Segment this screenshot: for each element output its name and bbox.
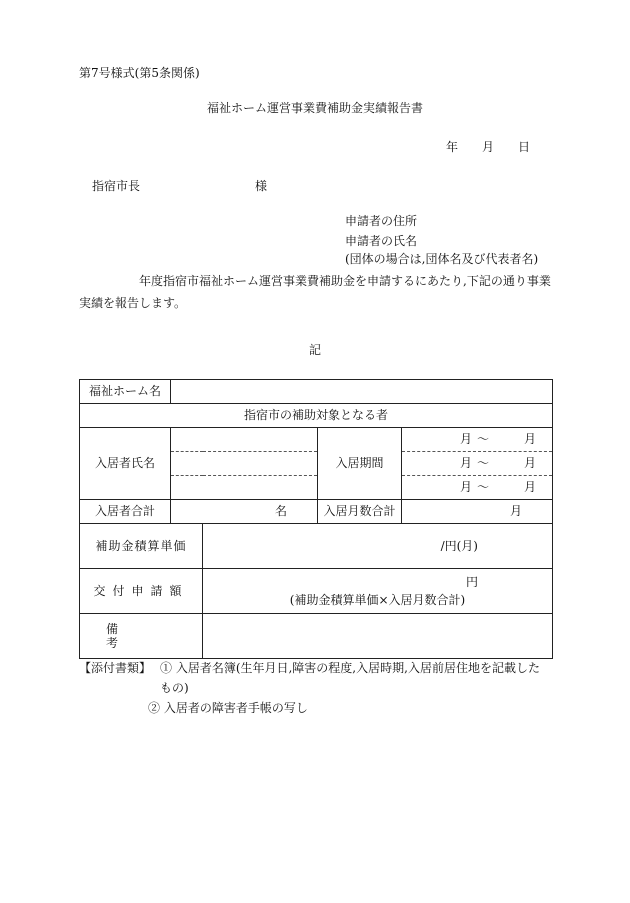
attachments-label: 【添付書類】 bbox=[79, 661, 152, 675]
grant-unit: 円 bbox=[465, 574, 478, 589]
period-2-end-month: 月 bbox=[523, 456, 536, 471]
date-month-label: 月 bbox=[482, 140, 495, 154]
grant-value-cell[interactable] bbox=[203, 569, 553, 614]
attachment-item-2: ② 入居者の障害者手帳の写し bbox=[148, 701, 308, 715]
total-label-cell bbox=[80, 500, 171, 524]
home-name-label: 福祉ホーム名 bbox=[88, 384, 161, 399]
target-header-cell bbox=[80, 404, 553, 428]
months-total-value-cell[interactable] bbox=[402, 500, 553, 524]
body-line-1: 年度指宿市福祉ホーム運営事業費補助金を申請するにあたり,下記の通り事業 bbox=[139, 274, 551, 288]
resident-name-label-cell bbox=[80, 428, 171, 500]
period-row-2[interactable] bbox=[402, 452, 553, 476]
period-row-1[interactable] bbox=[402, 428, 553, 452]
resident-name-input-2[interactable] bbox=[171, 452, 318, 476]
form-id: 第7号様式(第5条関係) bbox=[79, 66, 200, 80]
date-year-label: 年 bbox=[446, 140, 459, 154]
total-label: 入居者合計 bbox=[94, 504, 155, 519]
applicant-group-note: (団体の場合は,団体名及び代表者名) bbox=[345, 252, 539, 266]
attachment-item-1: ① 入居者名簿(生年月日,障害の程度,入居時期,入居前居住地を記載した bbox=[160, 661, 540, 675]
period-3-tilde: 〜 bbox=[476, 480, 489, 495]
resident-name-label: 入居者氏名 bbox=[94, 456, 155, 471]
remarks-input[interactable] bbox=[203, 614, 553, 659]
period-1-end-month: 月 bbox=[523, 432, 536, 447]
report-table bbox=[79, 379, 553, 659]
period-label: 入居期間 bbox=[335, 456, 384, 471]
months-unit: 月 bbox=[509, 504, 522, 519]
ki-heading: 記 bbox=[308, 343, 321, 357]
body-line-2: 実績を報告します。 bbox=[79, 296, 187, 310]
body-text bbox=[79, 270, 551, 314]
grant-note: (補助金積算単価×入居月数合計) bbox=[289, 593, 466, 607]
target-header: 指宿市の補助対象となる者 bbox=[243, 408, 388, 423]
grant-label: 交付申請額 bbox=[93, 583, 189, 598]
honorific: 様 bbox=[255, 179, 268, 193]
unit-price-label: 補助金積算単価 bbox=[95, 538, 187, 553]
grant-label-cell bbox=[80, 569, 203, 614]
period-label-cell bbox=[318, 428, 402, 500]
total-unit: 名 bbox=[274, 504, 287, 519]
resident-name-input-1[interactable] bbox=[171, 428, 318, 452]
period-3-end-month: 月 bbox=[523, 480, 536, 495]
period-1-tilde: 〜 bbox=[476, 432, 489, 447]
date-day-label: 日 bbox=[518, 140, 531, 154]
period-2-tilde: 〜 bbox=[476, 456, 489, 471]
addressee: 指宿市長 bbox=[92, 179, 141, 193]
remarks-label-cell bbox=[80, 614, 203, 659]
period-row-3[interactable] bbox=[402, 476, 553, 500]
attachment-item-1-cont: もの) bbox=[160, 681, 189, 695]
unit-price-value: /円(月) bbox=[440, 538, 478, 553]
period-2-start-month: 月 bbox=[459, 456, 472, 471]
total-value-cell[interactable] bbox=[171, 500, 318, 524]
months-total-label-cell bbox=[318, 500, 402, 524]
document-title: 福祉ホーム運営事業費補助金実績報告書 bbox=[206, 101, 423, 115]
months-total-label: 入居月数合計 bbox=[323, 504, 396, 519]
unit-price-label-cell bbox=[80, 524, 203, 569]
home-name-input[interactable] bbox=[171, 380, 553, 404]
home-name-label-cell bbox=[80, 380, 171, 404]
unit-price-value-cell[interactable] bbox=[203, 524, 553, 569]
applicant-name-label: 申請者の氏名 bbox=[345, 234, 418, 248]
remarks-label: 備考 bbox=[106, 621, 173, 650]
applicant-address-label: 申請者の住所 bbox=[345, 214, 418, 228]
resident-name-input-3[interactable] bbox=[171, 476, 318, 500]
period-3-start-month: 月 bbox=[459, 480, 472, 495]
period-1-start-month: 月 bbox=[459, 432, 472, 447]
